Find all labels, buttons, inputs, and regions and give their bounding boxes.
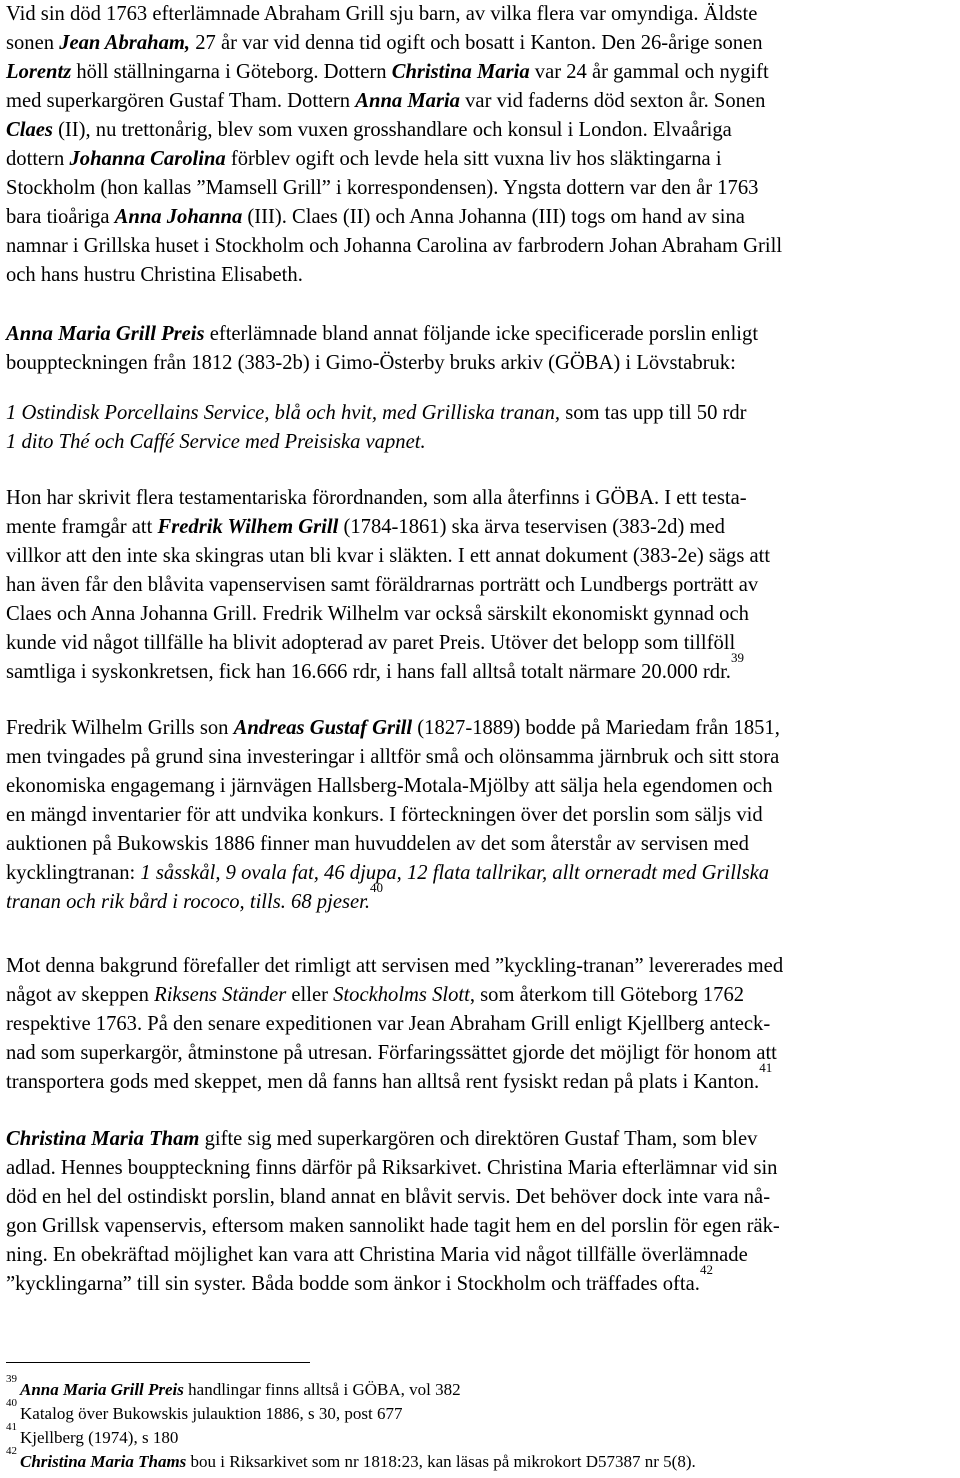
text-line: bouppteckningen från 1812 (383-2b) i Gimo-Österby bruks arkiv (GÖBA) i Lövstabruk: (6, 352, 736, 374)
emphasized-name: Christina Maria Tham (6, 1128, 200, 1150)
text-line: ning. En obekräftad möjlighet kan vara att Christina Maria vid något tillfälle överlämnade (6, 1244, 748, 1266)
text-run: kycklingtranan: (6, 862, 141, 884)
italic-text: tranan och rik bård i rococo, tills. 68 pjeser. (6, 891, 370, 913)
paragraph-testaments (6, 484, 770, 687)
emphasized-name: Fredrik Wilhem Grill (157, 516, 339, 538)
italic-text: Stockholms Slott (333, 984, 470, 1006)
italic-text: 1 såsskål, 9 ovala fat, 46 djupa, 12 flata tallrikar, allt orneradt med Grillska (140, 862, 770, 884)
text-run: något av skeppen (6, 984, 155, 1006)
text-line (6, 650, 770, 687)
text-run: eller (286, 984, 334, 1006)
footnote-number: 42 (6, 1445, 17, 1457)
italic-text: 1 Ostindisk Porcellains Service, blå och hvit, med Grilliska tranan, (6, 402, 561, 424)
text-run: sonen (6, 32, 60, 54)
text-line (6, 1262, 780, 1299)
italic-text: Riksens Ständer (154, 984, 287, 1006)
footnote-reference: 41 (759, 1060, 773, 1075)
footnote-40 (6, 1397, 696, 1426)
text-line: kunde vid något tillfälle ha blivit adopterad av paret Preis. Utöver det belopp som tillföll (6, 632, 736, 654)
text-line: nad som superkargör, åtminstone på utresan. Förfaringssättet gjorde det möjligt för honom att (6, 1042, 777, 1064)
text-run: höll ställningarna i Göteborg. Dottern (71, 61, 392, 83)
text-line: ekonomiska engagemang i järnvägen Hallsberg-Motala-Mjölby att sälja hela egendomen och (6, 775, 773, 797)
paragraph-preis-inventory (6, 320, 758, 378)
text-line: respektive 1763. På den senare expeditionen var Jean Abraham Grill enligt Kjellberg anteck- (6, 1013, 771, 1035)
emphasized-name: Johanna Carolina (69, 148, 226, 170)
paragraph-porcelain-list (6, 399, 747, 457)
text-line (6, 981, 783, 1010)
text-line: auktionen på Bukowskis 1886 finner man huvuddelen av det som återstår av servisen med (6, 833, 749, 855)
text-line: död en hel del ostindiskt porslin, bland annat en blåvit servis. Det behöver dock inte vara nå- (6, 1186, 771, 1208)
text-line: och hans hustru Christina Elisabeth. (6, 264, 303, 286)
text-run: , som återkom till Göteborg 1762 (469, 984, 745, 1006)
paragraph-christina-tham (6, 1125, 780, 1299)
text-run: efterlämnade bland annat följande icke specificerade porslin enligt (204, 323, 759, 345)
paragraph-ship-delivery (6, 952, 783, 1097)
text-run: (1827-1889) bodde på Mariedam från 1851, (412, 717, 780, 739)
text-line: gon Grillsk vapenservis, eftersom maken sannolikt hade tagit hem en del porslin för egen räk- (6, 1215, 780, 1237)
text-run: gifte sig med superkargören och direktören Gustaf Tham, som blev (199, 1128, 758, 1150)
text-run: bou i Riksarkivet som nr 1818:23, kan läsas på mikrokort D57387 nr 5(8). (186, 1452, 696, 1471)
text-run: mente framgår att (6, 516, 158, 538)
emphasized-name: Anna Maria Grill Preis (6, 323, 205, 345)
emphasized-name: Anna Maria Grill Preis (20, 1380, 184, 1399)
footnotes (6, 1373, 696, 1474)
emphasized-name: Andreas Gustaf Grill (233, 717, 413, 739)
text-line (6, 145, 782, 174)
text-run: förblev ogift och levde hela sitt vuxna liv hos släktingarna i (225, 148, 722, 170)
text-run: med superkargören Gustaf Tham. Dottern (6, 90, 356, 112)
emphasized-name: Jean Abraham, (59, 32, 191, 54)
footnote-reference: 40 (370, 880, 383, 895)
emphasized-name: Anna Johanna (114, 206, 243, 228)
emphasized-name: Lorentz (6, 61, 72, 83)
text-run: (III). Claes (II) och Anna Johanna (III) togs om hand av sina (242, 206, 745, 228)
emphasized-name: Claes (6, 119, 53, 141)
text-line (6, 87, 782, 116)
footnote-number: 40 (6, 1397, 17, 1409)
text-run: Katalog över Bukowskis julauktion 1886, s 30, post 677 (20, 1404, 403, 1423)
text-run: ”kycklingarna” till sin syster. Båda bodde som änkor i Stockholm och träffades ofta. (6, 1273, 700, 1295)
text-line: villkor att den inte ska skingras utan bli kvar i släkten. I ett annat dokument (383-2e) sägs att (6, 545, 771, 567)
text-run: Fredrik Wilhelm Grills son (6, 717, 234, 739)
paragraph-andreas-grill (6, 714, 780, 917)
text-line (6, 116, 782, 145)
emphasized-name: Anna Maria (355, 90, 460, 112)
text-line (6, 320, 758, 349)
footnote-42 (6, 1445, 696, 1474)
text-run: transportera gods med skeppet, men då fanns han alltså rent fysiskt redan på plats i Kanton. (6, 1071, 760, 1093)
text-line: adlad. Hennes bouppteckning finns därför på Riksarkivet. Christina Maria efterlämnar vid sin (6, 1157, 778, 1179)
text-run: var 24 år gammal och nygift (529, 61, 769, 83)
text-run: som tas upp till 50 rdr (560, 402, 747, 424)
text-line (6, 1060, 783, 1097)
text-line (6, 58, 782, 87)
text-run: 27 år var vid denna tid ogift och bosatt i Kanton. Den 26-årige sonen (190, 32, 763, 54)
text-line: han även får den blåvita vapenservisen samt föräldrarnas porträtt och Lundbergs porträtt av (6, 574, 759, 596)
text-run: dottern (6, 148, 70, 170)
emphasized-name: Christina Maria (391, 61, 530, 83)
footnote-number: 41 (6, 1421, 17, 1433)
text-line: Stockholm (hon kallas ”Mamsell Grill” i korrespondensen). Yngsta dottern var den år 1763 (6, 177, 759, 199)
italic-text: 1 dito Thé och Caffé Service med Preisiska vapnet. (6, 431, 426, 453)
text-run: bara tioåriga (6, 206, 115, 228)
emphasized-name: Christina Maria Thams (20, 1452, 187, 1471)
text-run: samtliga i syskonkretsen, fick han 16.666 rdr, i hans fall alltså totalt närmare 20.000 rdr. (6, 661, 731, 683)
text-run: Kjellberg (1974), s 180 (20, 1428, 179, 1447)
paragraph-grill-children (6, 0, 782, 290)
text-run: var vid faderns död sexton år. Sonen (459, 90, 766, 112)
footnote-reference: 39 (730, 650, 744, 665)
text-line (6, 880, 780, 917)
text-run: (1784-1861) ska ärva teservisen (383-2d) med (338, 516, 725, 538)
text-line: men tvingades på grund sina investeringar i alltför små och olönsamma järnbruk och sitt stora (6, 746, 780, 768)
footnote-reference: 42 (699, 1262, 713, 1277)
footnote-separator (6, 1362, 310, 1363)
footnote-41 (6, 1421, 696, 1450)
text-line: Mot denna bakgrund förefaller det rimligt att servisen med ”kyckling-tranan” levererades med (6, 955, 784, 977)
text-line: en mängd inventarier för att undvika konkurs. I förteckningen över det porslin som säljs vid (6, 804, 763, 826)
text-run: handlingar finns alltså i GÖBA, vol 382 (183, 1380, 461, 1399)
text-line (6, 203, 782, 232)
text-line (6, 714, 780, 743)
text-line (6, 29, 782, 58)
text-line: Hon har skrivit flera testamentariska förordnanden, som alla återfinns i GÖBA. I ett testa- (6, 487, 747, 509)
footnote-number: 39 (6, 1373, 17, 1385)
text-line (6, 513, 770, 542)
text-line (6, 1125, 780, 1154)
text-line (6, 428, 747, 457)
footnote-39 (6, 1373, 696, 1402)
text-line: Claes och Anna Johanna Grill. Fredrik Wilhelm var också särskilt ekonomiskt gynnad och (6, 603, 749, 625)
text-line: namnar i Grillska huset i Stockholm och Johanna Carolina av farbrodern Johan Abraham Grill (6, 235, 783, 257)
text-run: (II), nu trettonårig, blev som vuxen grosshandlare och konsul i London. Elvaåriga (52, 119, 732, 141)
text-line: Vid sin död 1763 efterlämnade Abraham Grill sju barn, av vilka flera var omyndiga. Äldste (6, 3, 758, 25)
text-line (6, 399, 747, 428)
text-line (6, 859, 780, 888)
